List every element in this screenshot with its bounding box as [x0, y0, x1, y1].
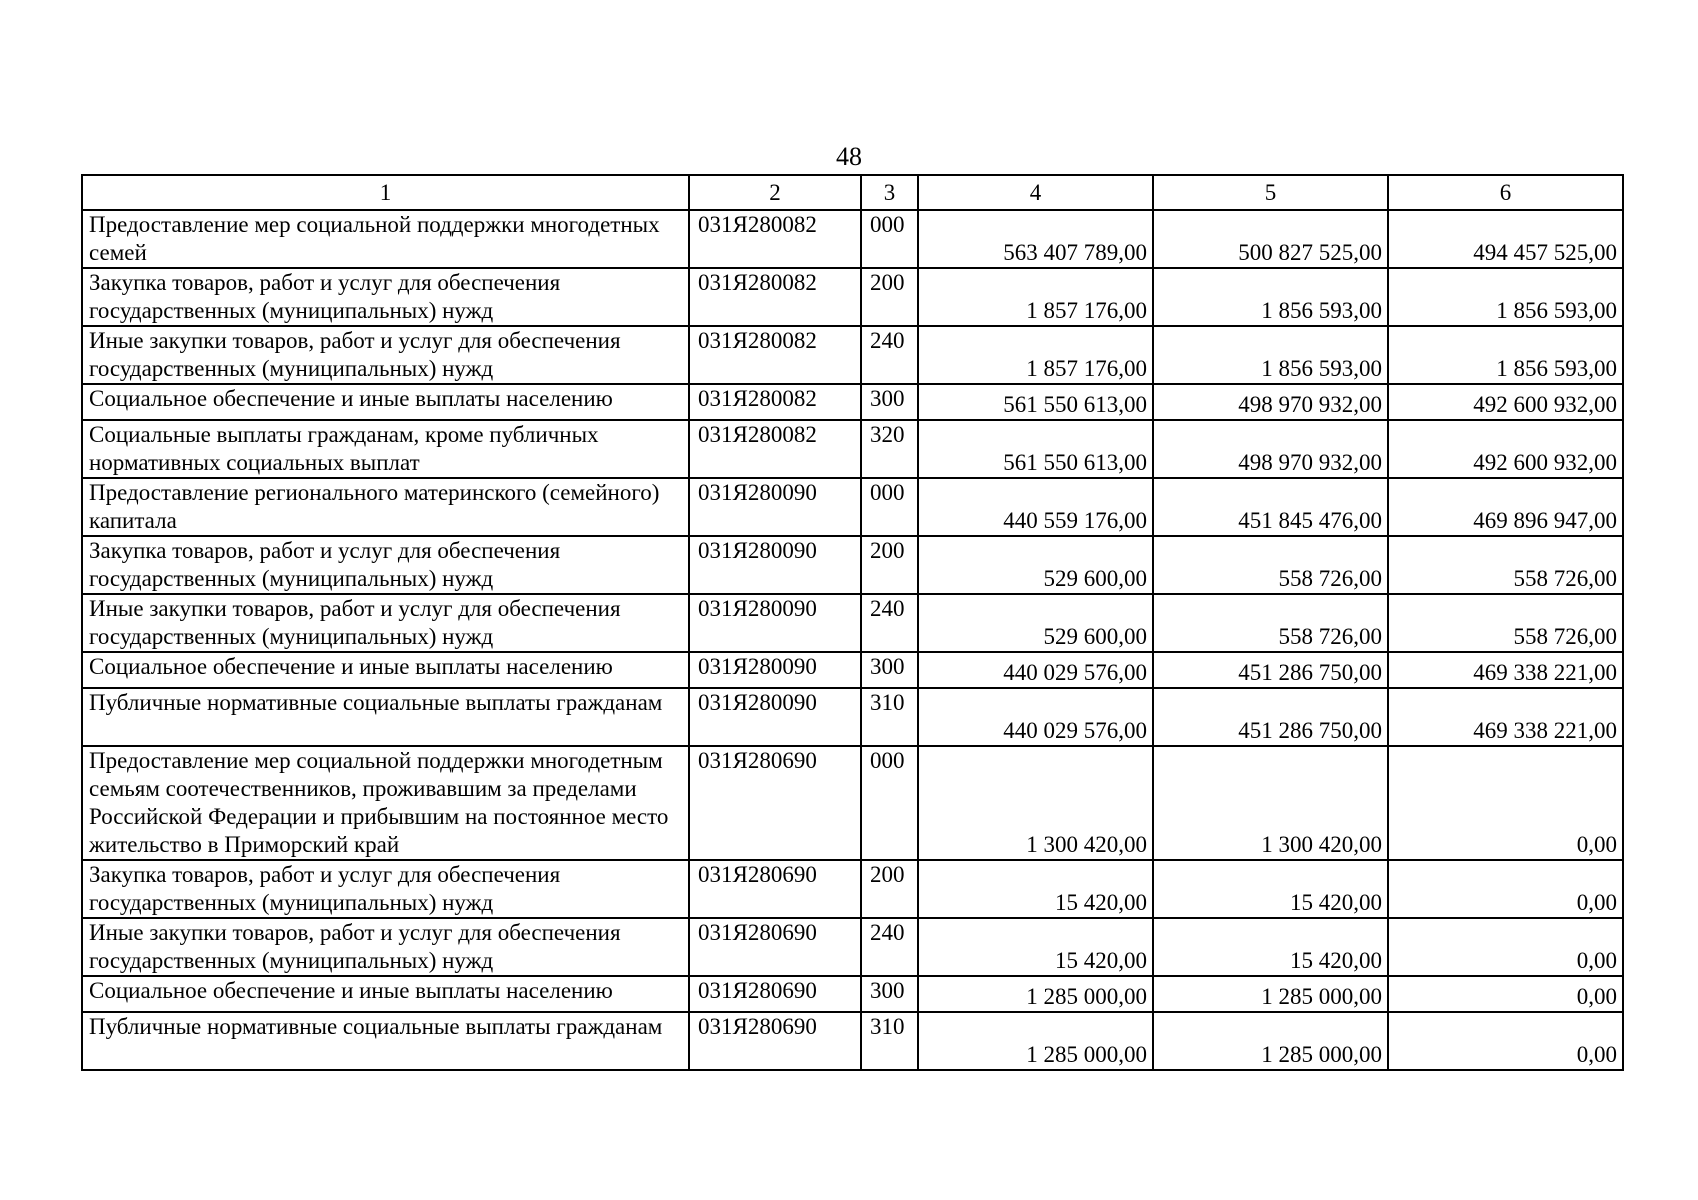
row-amount-6: 469 896 947,00	[1388, 478, 1623, 536]
row-kind: 000	[861, 478, 918, 536]
row-name: Социальное обеспечение и иные выплаты населению	[82, 384, 689, 420]
row-amount-5: 558 726,00	[1153, 536, 1388, 594]
row-name: Закупка товаров, работ и услуг для обеспечения государственных (муниципальных) нужд	[82, 860, 689, 918]
row-amount-6: 494 457 525,00	[1388, 210, 1623, 268]
row-code: 031Я280090	[689, 594, 861, 652]
row-name: Иные закупки товаров, работ и услуг для обеспечения государственных (муниципальных) нужд	[82, 326, 689, 384]
row-kind: 310	[861, 688, 918, 746]
row-code: 031Я280690	[689, 860, 861, 918]
row-amount-6: 492 600 932,00	[1388, 420, 1623, 478]
row-amount-5: 451 286 750,00	[1153, 652, 1388, 688]
row-kind: 300	[861, 976, 918, 1012]
row-amount-4: 440 029 576,00	[918, 688, 1153, 746]
row-name: Предоставление мер социальной поддержки многодетных семей	[82, 210, 689, 268]
row-amount-5: 500 827 525,00	[1153, 210, 1388, 268]
row-kind: 240	[861, 326, 918, 384]
row-amount-6: 0,00	[1388, 976, 1623, 1012]
row-name: Предоставление мер социальной поддержки многодетным семьям соотечественников, проживавшим за пределами Российской Федерации и прибывшим на постоянное место жительство в Приморский край	[82, 746, 689, 860]
row-amount-5: 498 970 932,00	[1153, 420, 1388, 478]
row-amount-5: 498 970 932,00	[1153, 384, 1388, 420]
row-amount-6: 558 726,00	[1388, 536, 1623, 594]
header-row	[82, 175, 1623, 210]
row-code: 031Я280090	[689, 688, 861, 746]
row-amount-6: 0,00	[1388, 1012, 1623, 1070]
row-amount-5: 451 845 476,00	[1153, 478, 1388, 536]
page-number: 48	[836, 142, 862, 171]
row-name: Иные закупки товаров, работ и услуг для обеспечения государственных (муниципальных) нужд	[82, 918, 689, 976]
row-name: Иные закупки товаров, работ и услуг для обеспечения государственных (муниципальных) нужд	[82, 594, 689, 652]
row-name: Закупка товаров, работ и услуг для обеспечения государственных (муниципальных) нужд	[82, 268, 689, 326]
row-name: Социальные выплаты гражданам, кроме публичных нормативных социальных выплат	[82, 420, 689, 478]
row-amount-4: 440 559 176,00	[918, 478, 1153, 536]
row-code: 031Я280690	[689, 1012, 861, 1070]
row-code: 031Я280090	[689, 478, 861, 536]
row-code: 031Я280690	[689, 976, 861, 1012]
table-row	[82, 384, 1623, 420]
row-name: Социальное обеспечение и иные выплаты населению	[82, 652, 689, 688]
table-row	[82, 976, 1623, 1012]
column-header: 6	[1388, 175, 1623, 210]
row-amount-4: 529 600,00	[918, 594, 1153, 652]
row-code: 031Я280082	[689, 326, 861, 384]
table-row	[82, 478, 1623, 536]
table-row	[82, 918, 1623, 976]
row-kind: 310	[861, 1012, 918, 1070]
row-kind: 200	[861, 860, 918, 918]
column-header: 1	[82, 175, 689, 210]
table-row	[82, 746, 1623, 860]
row-amount-4: 1 300 420,00	[918, 746, 1153, 860]
row-amount-4: 1 285 000,00	[918, 1012, 1153, 1070]
row-amount-5: 1 300 420,00	[1153, 746, 1388, 860]
table-row	[82, 420, 1623, 478]
row-amount-5: 15 420,00	[1153, 860, 1388, 918]
table-row	[82, 652, 1623, 688]
table-row	[82, 536, 1623, 594]
row-amount-5: 1 285 000,00	[1153, 1012, 1388, 1070]
row-amount-5: 1 856 593,00	[1153, 326, 1388, 384]
row-amount-6: 0,00	[1388, 918, 1623, 976]
table-row	[82, 210, 1623, 268]
row-name: Публичные нормативные социальные выплаты гражданам	[82, 1012, 689, 1070]
row-code: 031Я280082	[689, 420, 861, 478]
row-amount-6: 558 726,00	[1388, 594, 1623, 652]
row-code: 031Я280082	[689, 384, 861, 420]
row-code: 031Я280690	[689, 746, 861, 860]
row-amount-4: 563 407 789,00	[918, 210, 1153, 268]
row-amount-6: 469 338 221,00	[1388, 652, 1623, 688]
row-code: 031Я280082	[689, 210, 861, 268]
row-amount-4: 1 285 000,00	[918, 976, 1153, 1012]
row-amount-4: 15 420,00	[918, 918, 1153, 976]
column-header: 2	[689, 175, 861, 210]
table-row	[82, 326, 1623, 384]
row-amount-6: 0,00	[1388, 746, 1623, 860]
row-amount-4: 1 857 176,00	[918, 326, 1153, 384]
row-name: Предоставление регионального материнского (семейного) капитала	[82, 478, 689, 536]
table-row	[82, 594, 1623, 652]
row-amount-6: 492 600 932,00	[1388, 384, 1623, 420]
row-amount-5: 1 285 000,00	[1153, 976, 1388, 1012]
row-amount-5: 15 420,00	[1153, 918, 1388, 976]
row-kind: 000	[861, 746, 918, 860]
row-amount-5: 1 856 593,00	[1153, 268, 1388, 326]
row-code: 031Я280090	[689, 536, 861, 594]
row-amount-4: 15 420,00	[918, 860, 1153, 918]
table-row	[82, 688, 1623, 746]
column-header: 5	[1153, 175, 1388, 210]
budget-table	[81, 174, 1624, 1071]
row-amount-6: 1 856 593,00	[1388, 326, 1623, 384]
column-header: 4	[918, 175, 1153, 210]
column-header: 3	[861, 175, 918, 210]
row-code: 031Я280090	[689, 652, 861, 688]
row-name: Публичные нормативные социальные выплаты гражданам	[82, 688, 689, 746]
row-kind: 240	[861, 594, 918, 652]
row-amount-6: 469 338 221,00	[1388, 688, 1623, 746]
row-code: 031Я280082	[689, 268, 861, 326]
table-row	[82, 860, 1623, 918]
row-kind: 200	[861, 536, 918, 594]
row-amount-4: 440 029 576,00	[918, 652, 1153, 688]
row-amount-4: 561 550 613,00	[918, 384, 1153, 420]
row-code: 031Я280690	[689, 918, 861, 976]
row-amount-4: 1 857 176,00	[918, 268, 1153, 326]
row-amount-6: 1 856 593,00	[1388, 268, 1623, 326]
row-kind: 000	[861, 210, 918, 268]
row-name: Закупка товаров, работ и услуг для обеспечения государственных (муниципальных) нужд	[82, 536, 689, 594]
row-kind: 300	[861, 384, 918, 420]
row-name: Социальное обеспечение и иные выплаты населению	[82, 976, 689, 1012]
row-amount-4: 529 600,00	[918, 536, 1153, 594]
table-row	[82, 1012, 1623, 1070]
row-kind: 240	[861, 918, 918, 976]
row-amount-5: 451 286 750,00	[1153, 688, 1388, 746]
row-kind: 300	[861, 652, 918, 688]
row-kind: 200	[861, 268, 918, 326]
row-amount-5: 558 726,00	[1153, 594, 1388, 652]
row-amount-4: 561 550 613,00	[918, 420, 1153, 478]
row-amount-6: 0,00	[1388, 860, 1623, 918]
table-row	[82, 268, 1623, 326]
row-kind: 320	[861, 420, 918, 478]
